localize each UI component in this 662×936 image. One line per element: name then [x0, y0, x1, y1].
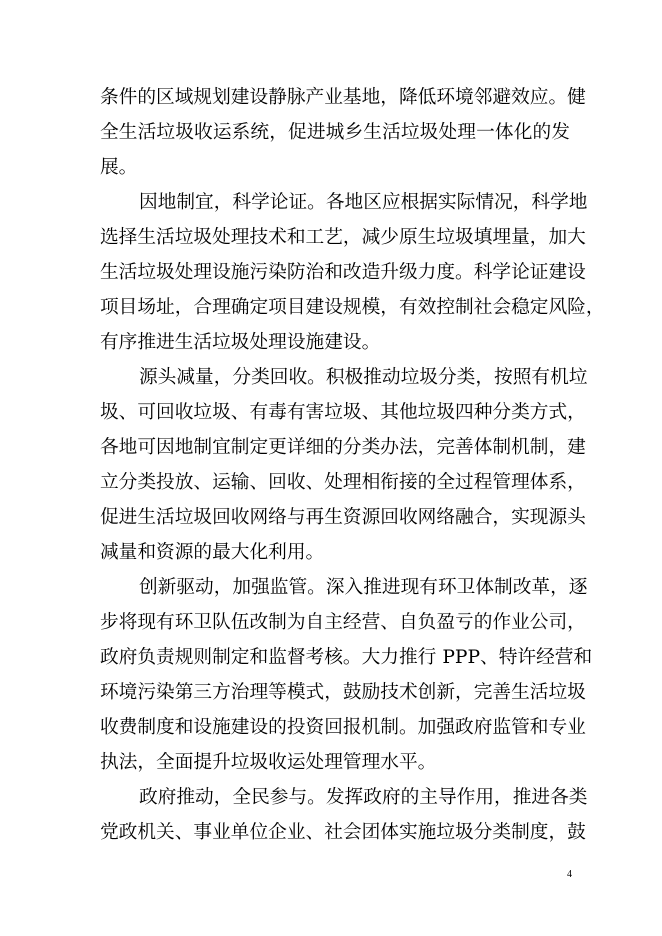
- text-line: 减量和资源的最大化利用。: [100, 542, 325, 563]
- text-line: 展。: [100, 157, 138, 178]
- text-line: 执法，全面提升垃圾收运处理管理水平。: [100, 752, 437, 773]
- page-number: 4: [567, 869, 572, 880]
- text-line: 源头减量，分类回收。积极推动垃圾分类，按照有机垃: [139, 367, 588, 388]
- text-line: 立分类投放、运输、回收、处理相衔接的全过程管理体系，: [100, 472, 586, 493]
- text-line: 生活垃圾处理设施污染防治和改造升级力度。科学论证建设: [100, 262, 586, 283]
- text-line: 环境污染第三方治理等模式，鼓励技术创新，完善生活垃圾: [100, 682, 586, 703]
- text-line: 因地制宜，科学论证。各地区应根据实际情况，科学地: [139, 192, 588, 213]
- text-line: 项目场址，合理确定项目建设规模，有效控制社会稳定风险，: [100, 297, 605, 318]
- text-line: 条件的区域规划建设静脉产业基地，降低环境邻避效应。健: [100, 87, 586, 108]
- text-line: 党政机关、事业单位企业、社会团体实施垃圾分类制度，鼓: [100, 822, 586, 843]
- text-line: 有序推进生活垃圾处理设施建设。: [100, 332, 381, 353]
- text-line: 各地可因地制宜制定更详细的分类办法，完善体制机制，建: [100, 437, 586, 458]
- text-line: 步将现有环卫队伍改制为自主经营、自负盈亏的作业公司，: [100, 612, 586, 633]
- text-line: 政府推动，全民参与。发挥政府的主导作用，推进各类: [139, 787, 588, 808]
- text-line: 圾、可回收垃圾、有毒有害垃圾、其他垃圾四种分类方式，: [100, 402, 586, 423]
- text-line: 创新驱动，加强监管。深入推进现有环卫体制改革，逐: [139, 577, 588, 598]
- text-line: 促进生活垃圾回收网络与再生资源回收网络融合，实现源头: [100, 507, 586, 528]
- text-line: 选择生活垃圾处理技术和工艺，减少原生垃圾填埋量，加大: [100, 227, 586, 248]
- text-line: 全生活垃圾收运系统，促进城乡生活垃圾处理一体化的发: [100, 122, 570, 143]
- text-line: 收费制度和设施建设的投资回报机制。加强政府监管和专业: [100, 717, 586, 738]
- text-line: 政府负责规则制定和监督考核。大力推行 PPP、特许经营和: [100, 647, 593, 668]
